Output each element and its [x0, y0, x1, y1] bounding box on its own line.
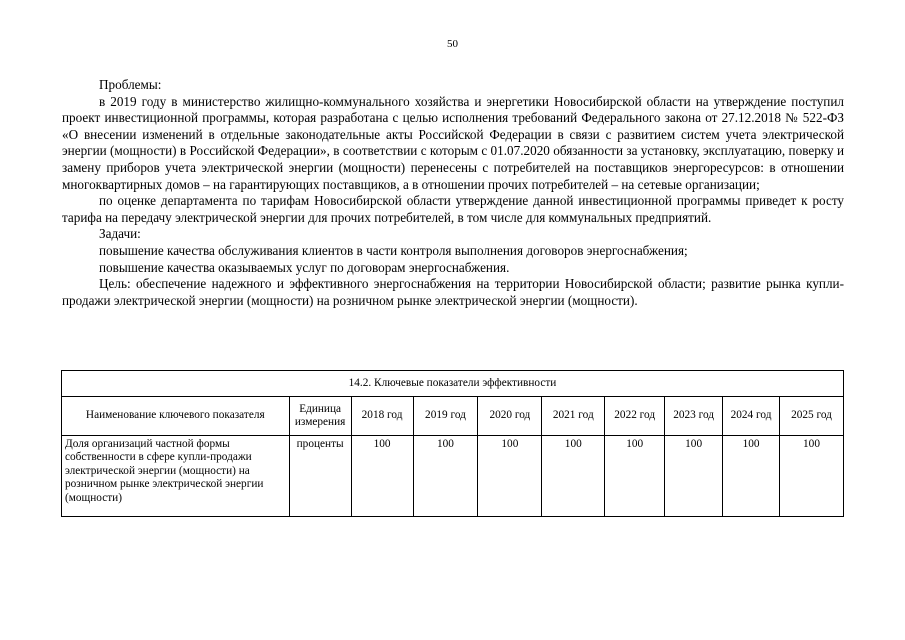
value-2024: 100: [723, 436, 780, 517]
value-2023: 100: [665, 436, 723, 517]
paragraph-task-1: повышение качества обслуживания клиентов в части контроля выполнения договоров энергоснабжения;: [99, 242, 688, 258]
paragraph-problem-2: по оценке департамента по тарифам Новосибирской области утверждение данной инвестиционной программы приведет к росту тарифа на передачу электрической энергии для прочих потребителей, в том числе для коммунальных предприятий.: [62, 193, 844, 225]
header-year-2024: 2024 год: [723, 397, 780, 436]
paragraph-problems-heading: Проблемы:: [99, 77, 162, 92]
value-2025: 100: [780, 436, 844, 517]
paragraph-task-2: повышение качества оказываемых услуг по договорам энергоснабжения.: [99, 259, 510, 275]
indicator-name-cell: Доля организаций частной формы собственности в сфере купли-продажи электрической энергии (мощности) на розничном рынке электрической энергии (мощности): [62, 436, 290, 517]
value-2022: 100: [605, 436, 665, 517]
table-row: [62, 436, 844, 517]
table-caption-row: [62, 371, 844, 397]
paragraph-problem-1: в 2019 году в министерство жилищно-коммунального хозяйства и энергетики Новосибирской области на утверждение поступил проект инвестиционной программы, которая разработана с целью исполнения требований Федерального закона от 27.12.2018 № 522-ФЗ «О внесении изменений в отдельные законодательные акты Российской Федерации в связи с развитием систем учета электрической энергии (мощности) в Российской Федерации», в соответствии с которым с 01.07.2020 обязанности за установку, эксплуатацию, поверку и замену приборов учета электрической энергии (мощности) перенесены с потребителей на поставщиков энергоресурсов: в отношении многоквартирных домов – на гарантирующих поставщиков, а в отношении прочих потребителей – на сетевые организации;: [62, 93, 844, 192]
header-unit: Единица измерения: [289, 397, 351, 436]
paragraph-tasks-heading: Задачи:: [99, 226, 141, 242]
header-year-2025: 2025 год: [780, 397, 844, 436]
header-year-2018: 2018 год: [351, 397, 413, 436]
paragraph-goal: Цель: обеспечение надежного и эффективного энергоснабжения на территории Новосибирской области; развитие рынка купли-продажи электрической энергии (мощности) на розничном рынке электрической энергии (мощности).: [62, 276, 844, 308]
header-year-2021: 2021 год: [542, 397, 605, 436]
value-2018: 100: [351, 436, 413, 517]
value-2021: 100: [542, 436, 605, 517]
value-2019: 100: [413, 436, 478, 517]
page-number: 50: [447, 38, 458, 50]
header-year-2022: 2022 год: [605, 397, 665, 436]
table-header-row: [62, 397, 844, 436]
value-2020: 100: [478, 436, 542, 517]
indicator-unit-cell: проценты: [289, 436, 351, 517]
header-year-2020: 2020 год: [478, 397, 542, 436]
header-year-2023: 2023 год: [665, 397, 723, 436]
kpi-table: [61, 370, 844, 517]
table-caption: 14.2. Ключевые показатели эффективности: [62, 371, 844, 397]
header-indicator-name: Наименование ключевого показателя: [62, 397, 290, 436]
header-year-2019: 2019 год: [413, 397, 478, 436]
body-text: [62, 77, 844, 309]
